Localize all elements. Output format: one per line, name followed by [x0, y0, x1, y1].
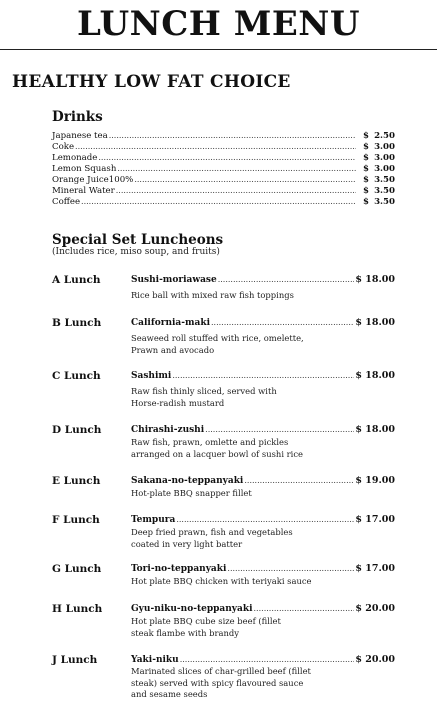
leader-dots [98, 152, 356, 163]
currency-symbol: $ [363, 186, 369, 196]
leader-dots [134, 174, 356, 185]
lunch-heading-line [131, 317, 395, 329]
leader-dots [211, 317, 354, 329]
drinks-list [52, 130, 395, 207]
dish-description: Rice ball with mixed raw fish toppings [131, 290, 294, 300]
leader-dots [205, 424, 354, 436]
leader-dots [218, 274, 355, 286]
currency-symbol: $ [363, 153, 369, 163]
lunch-details [131, 563, 395, 588]
leader-dots [244, 475, 354, 487]
dish-price: $ 18.00 [355, 424, 395, 435]
title-divider [0, 49, 437, 50]
dish-name: Sashimi [131, 371, 172, 381]
currency-symbol: $ [363, 131, 369, 141]
dish-name: Chirashi-zushi [131, 425, 205, 435]
lunch-heading-line [131, 603, 395, 615]
dish-description: Hot plate BBQ cube size beef (fillet steak flambe with brandy [131, 616, 281, 638]
dish-description: Raw fish, prawn, omlette and pickles arranged on a lacquer bowl of sushi rice [131, 437, 303, 459]
lunch-details [131, 475, 395, 500]
dish-price: $ 19.00 [355, 475, 395, 486]
drink-name: Lemonade [52, 153, 98, 163]
dish-price: $ 17.00 [355, 563, 395, 574]
lunch-heading-line [131, 475, 395, 487]
dish-name: Yaki-niku [131, 655, 179, 665]
lunch-label: A Lunch [52, 274, 101, 286]
lunch-details [131, 654, 395, 701]
dish-name: Tempura [131, 515, 176, 525]
drink-row [52, 185, 395, 196]
menu-subtitle: HEALTHY LOW FAT CHOICE [12, 72, 291, 92]
drink-price: 3.00 [374, 142, 395, 152]
drink-name: Coke [52, 142, 75, 152]
currency-symbol: $ [363, 175, 369, 185]
dish-description: Hot plate BBQ chicken with teriyaki sauce [131, 576, 312, 586]
drink-price: 3.00 [374, 164, 395, 174]
lunch-label: D Lunch [52, 424, 102, 436]
lunch-heading-line [131, 274, 395, 286]
drink-price: 2.50 [374, 131, 395, 141]
drink-name: Lemon Squash [52, 164, 117, 174]
dish-name: Gyu-niku-no-teppanyaki [131, 604, 253, 614]
drink-name: Japanese tea [52, 131, 108, 141]
currency-symbol: $ [363, 164, 369, 174]
drink-name: Mineral Water [52, 186, 115, 196]
leader-dots [117, 163, 356, 174]
drink-price: 3.50 [374, 197, 395, 207]
dish-name: Sakana-no-teppanyaki [131, 476, 244, 486]
leader-dots [109, 130, 356, 141]
leader-dots [227, 563, 354, 575]
specials-note: (Includes rice, miso soup, and fruits) [52, 247, 220, 257]
lunch-heading-line [131, 563, 395, 575]
leader-dots [81, 196, 356, 207]
dish-price: $ 20.00 [355, 654, 395, 665]
lunch-label: H Lunch [52, 603, 103, 615]
dish-name: Sushi-moriawase [131, 275, 217, 285]
lunch-label: E Lunch [52, 475, 101, 487]
leader-dots [180, 654, 355, 666]
menu-title: LUNCH MENU [76, 4, 361, 44]
leader-dots [176, 514, 354, 526]
dish-price: $ 17.00 [355, 514, 395, 525]
lunch-heading-line [131, 514, 395, 526]
lunch-label: J Lunch [52, 654, 98, 666]
lunch-details [131, 317, 395, 356]
dish-description: Deep fried prawn, fish and vegetables coated in very light batter [131, 527, 293, 549]
lunch-details [131, 603, 395, 639]
specials-heading: Special Set Luncheons [52, 232, 224, 248]
dish-description: Raw fish thinly sliced, served with Horse-radish mustard [131, 386, 277, 408]
dish-description: Marinated slices of char-grilled beef (fillet steak) served with spicy flavoured sauce and sesame seeds [131, 666, 311, 699]
drink-row [52, 130, 395, 141]
dish-name: Tori-no-teppanyaki [131, 564, 227, 574]
drink-row [52, 152, 395, 163]
drink-row [52, 141, 395, 152]
lunch-heading-line [131, 424, 395, 436]
drink-price: 3.50 [374, 175, 395, 185]
drink-name: Coffee [52, 197, 81, 207]
leader-dots [172, 370, 354, 382]
leader-dots [116, 185, 356, 196]
lunch-label: F Lunch [52, 514, 100, 526]
drink-row [52, 163, 395, 174]
lunch-heading-line [131, 654, 395, 666]
lunch-details [131, 274, 395, 302]
dish-price: $ 18.00 [355, 317, 395, 328]
lunch-details [131, 424, 395, 460]
drink-row [52, 174, 395, 185]
dish-name: California-maki [131, 318, 210, 328]
currency-symbol: $ [363, 142, 369, 152]
lunch-details [131, 370, 395, 409]
lunch-heading-line [131, 370, 395, 382]
drink-row [52, 196, 395, 207]
currency-symbol: $ [363, 197, 369, 207]
dish-price: $ 18.00 [355, 370, 395, 381]
leader-dots [254, 603, 355, 615]
lunch-details [131, 514, 395, 550]
lunch-label: B Lunch [52, 317, 102, 329]
drink-price: 3.50 [374, 186, 395, 196]
dish-description: Hot-plate BBQ snapper fillet [131, 488, 252, 498]
lunch-label: C Lunch [52, 370, 101, 382]
dish-price: $ 18.00 [355, 274, 395, 285]
dish-price: $ 20.00 [355, 603, 395, 614]
leader-dots [75, 141, 356, 152]
dish-description: Seaweed roll stuffed with rice, omelette, Prawn and avocado [131, 333, 304, 355]
drink-price: 3.00 [374, 153, 395, 163]
lunch-label: G Lunch [52, 563, 102, 575]
drink-name: Orange Juice100% [52, 175, 134, 185]
drinks-heading: Drinks [52, 109, 103, 125]
